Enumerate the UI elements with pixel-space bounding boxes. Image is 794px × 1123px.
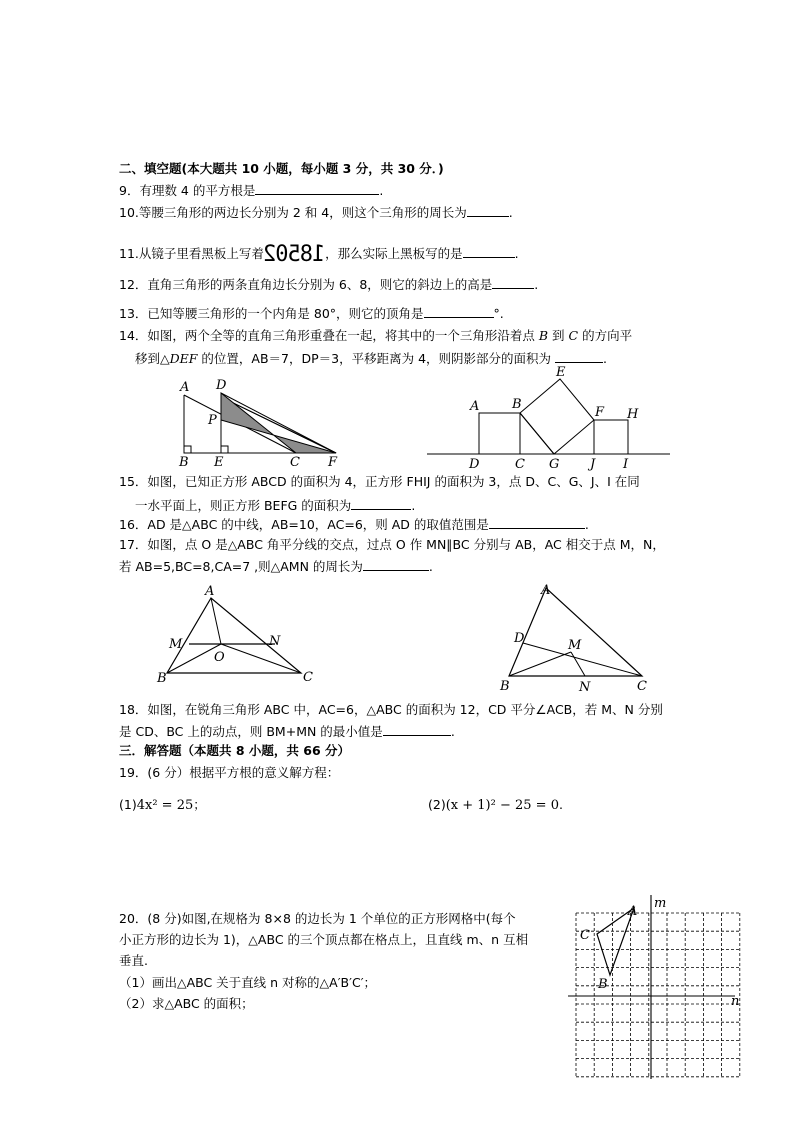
- part2-label: (2): [428, 797, 446, 812]
- right-angle-b: [184, 446, 191, 453]
- question-20-part2: （2）求△ABC 的面积；: [119, 996, 254, 1011]
- label-a: A: [541, 583, 551, 598]
- answer-blank-13[interactable]: [424, 305, 494, 318]
- question-12-end: .: [534, 277, 539, 292]
- question-10: [119, 204, 513, 221]
- label-b: B: [157, 671, 167, 686]
- answer-blank-15[interactable]: [351, 497, 411, 510]
- question-14-text-c: 的方向平: [578, 328, 633, 343]
- question-16-text: 16．AD 是△ABC 的中线，AB=10，AC=6，则 AD 的取值范围是: [119, 517, 489, 532]
- answer-blank-9[interactable]: [255, 182, 379, 195]
- part1-end: ；: [193, 797, 206, 812]
- label-b: B: [500, 679, 510, 694]
- label-p: P: [208, 413, 217, 428]
- answer-blank-17[interactable]: [363, 558, 429, 571]
- label-a: A: [180, 380, 190, 395]
- question-16: [119, 516, 589, 533]
- label-c: C: [290, 455, 300, 470]
- question-20-part1: （1）画出△ABC 关于直线 n 对称的△A′B′C′；: [119, 975, 377, 990]
- question-14-text-e: 的位置，AB＝7，DP＝3，平移距离为 4，则阴影部分的面积为: [197, 351, 552, 366]
- label-a: A: [470, 399, 480, 414]
- question-17-line1: 17．如图，点 O 是△ABC 角平分线的交点，过点 O 作 MN∥BC 分别与 AB，AC 相交于点 M，N，: [119, 537, 665, 552]
- question-12: [119, 276, 538, 293]
- right-angle-e: [221, 446, 228, 453]
- question-14-text-d: 移到△: [135, 351, 170, 366]
- label-d: D: [469, 457, 480, 472]
- question-18-text: 是 CD、BC 上的动点，则 BM+MN 的最小值是: [119, 724, 383, 739]
- answer-blank-11[interactable]: [463, 245, 515, 258]
- question-13-text: 13．已知等腰三角形的一个内角是 80°，则它的顶角是: [119, 306, 424, 321]
- figure-15-squares: [425, 362, 675, 472]
- answer-blank-16[interactable]: [489, 516, 585, 529]
- label-f: F: [595, 405, 605, 420]
- square-befg: [520, 379, 594, 454]
- question-15-end: .: [411, 498, 416, 513]
- label-h: H: [627, 407, 639, 422]
- part2-end: .: [558, 797, 563, 812]
- label-o: O: [214, 650, 225, 665]
- question-15-line1: 15．如图，已知正方形 ABCD 的面积为 4，正方形 FHIJ 的面积为 3，点 D、C、G、J、I 在同: [119, 474, 640, 489]
- answer-blank-12[interactable]: [492, 276, 534, 289]
- question-10-text: 10.等腰三角形的两边长分别为 2 和 4，则这个三角形的周长为: [119, 205, 467, 220]
- part1-label: (1): [119, 797, 137, 812]
- question-18-line2: [119, 723, 455, 740]
- mirror-digits: 18502: [263, 242, 326, 267]
- question-17-text: 若 AB=5,BC=8,CA=7 ,则△AMN 的周长为: [119, 559, 363, 574]
- label-c: C: [637, 679, 647, 694]
- question-13: [119, 305, 504, 322]
- question-12-text: 12．直角三角形的两条直角边长分别为 6、8，则它的斜边上的高是: [119, 277, 493, 292]
- label-a: A: [205, 584, 215, 599]
- question-14-text-a: 14．如图，两个全等的直角三角形重叠在一起，将其中的一个三角形沿着点: [119, 328, 539, 343]
- label-i: I: [623, 457, 629, 472]
- question-11: [119, 242, 519, 267]
- segment-bm: [509, 652, 571, 676]
- question-20-line2: 小正方形的边长为 1)，△ABC 的三个顶点都在格点上，且直线 m、n 互相: [119, 932, 529, 947]
- question-16-end: .: [584, 517, 589, 532]
- question-15-line2: [135, 497, 415, 514]
- label-n: N: [269, 634, 281, 649]
- square-fhij: [594, 420, 628, 454]
- label-a: A: [628, 904, 638, 919]
- question-13-end: °.: [493, 306, 504, 321]
- figure-20-grid: [560, 893, 745, 1083]
- point-c-label: C: [568, 328, 579, 343]
- label-f: F: [328, 455, 338, 470]
- segment-co: [221, 644, 301, 673]
- label-c: C: [515, 457, 525, 472]
- section3-heading: 三．解答题（本题共 8 小题，共 66 分）: [119, 743, 351, 758]
- question-14-end: .: [603, 351, 608, 366]
- label-g: G: [549, 457, 560, 472]
- triangle-abc: [509, 588, 642, 676]
- question-10-end: .: [508, 205, 513, 220]
- figure-14-translation: [170, 365, 350, 470]
- question-18-line1: 18．如图，在锐角三角形 ABC 中，AC=6，△ABC 的面积为 12，CD 平分∠ACB，若 M、N 分别: [119, 702, 663, 717]
- dashed-grid: [576, 913, 740, 1077]
- question-15-text: 一水平面上，则正方形 BEFG 的面积为: [135, 498, 352, 513]
- label-m: M: [568, 638, 582, 653]
- question-9: [119, 182, 383, 199]
- question-20-line1: 20．(8 分)如图,在规格为 8×8 的边长为 1 个单位的正方形网格中(每个: [119, 911, 516, 926]
- label-n: n: [731, 994, 740, 1009]
- square-abcd: [479, 413, 520, 454]
- question-19-part1: [119, 797, 206, 814]
- question-19-part2: [428, 797, 563, 814]
- question-11-pre: 11.从镜子里看黑板上写着: [119, 246, 264, 261]
- section2-heading: 二、填空题(本大题共 10 小题，每小题 3 分，共 30 分．): [119, 161, 444, 176]
- triangle-def-label: DEF: [169, 351, 198, 366]
- question-18-end: .: [450, 724, 455, 739]
- question-9-end: .: [379, 183, 384, 198]
- point-b-label: B: [538, 328, 549, 343]
- label-m: M: [169, 637, 183, 652]
- question-19: 19．(6 分）根据平方根的意义解方程：: [119, 765, 340, 780]
- figure-18-triangle: [495, 580, 665, 695]
- question-11-end: .: [514, 246, 519, 261]
- equation-2: (x + 1)² − 25 = 0: [445, 798, 559, 813]
- label-e: E: [556, 365, 566, 380]
- question-14-line1: [119, 328, 632, 344]
- answer-blank-18[interactable]: [383, 723, 451, 736]
- label-b: B: [179, 455, 189, 470]
- equation-1: 4x² = 25: [136, 798, 194, 813]
- segment-mn: [571, 652, 585, 676]
- label-c: C: [303, 670, 313, 685]
- label-b: B: [598, 977, 608, 992]
- label-d: D: [216, 378, 227, 393]
- label-j: J: [590, 457, 596, 472]
- label-e: E: [214, 455, 224, 470]
- question-11-post: ，那么实际上黑板写的是: [325, 246, 463, 261]
- question-20-line3: 垂直.: [119, 953, 148, 968]
- label-m: m: [654, 896, 667, 911]
- question-17-end: .: [428, 559, 433, 574]
- question-14-text-b: 到: [548, 328, 569, 343]
- answer-blank-10[interactable]: [467, 204, 509, 217]
- label-d: D: [514, 631, 525, 646]
- label-n: N: [579, 680, 591, 695]
- figure-17-triangle: [155, 583, 325, 688]
- label-c: C: [580, 928, 590, 943]
- question-9-text: 9．有理数 4 的平方根是: [119, 183, 256, 198]
- label-b: B: [512, 397, 522, 412]
- question-17-line2: [119, 558, 433, 575]
